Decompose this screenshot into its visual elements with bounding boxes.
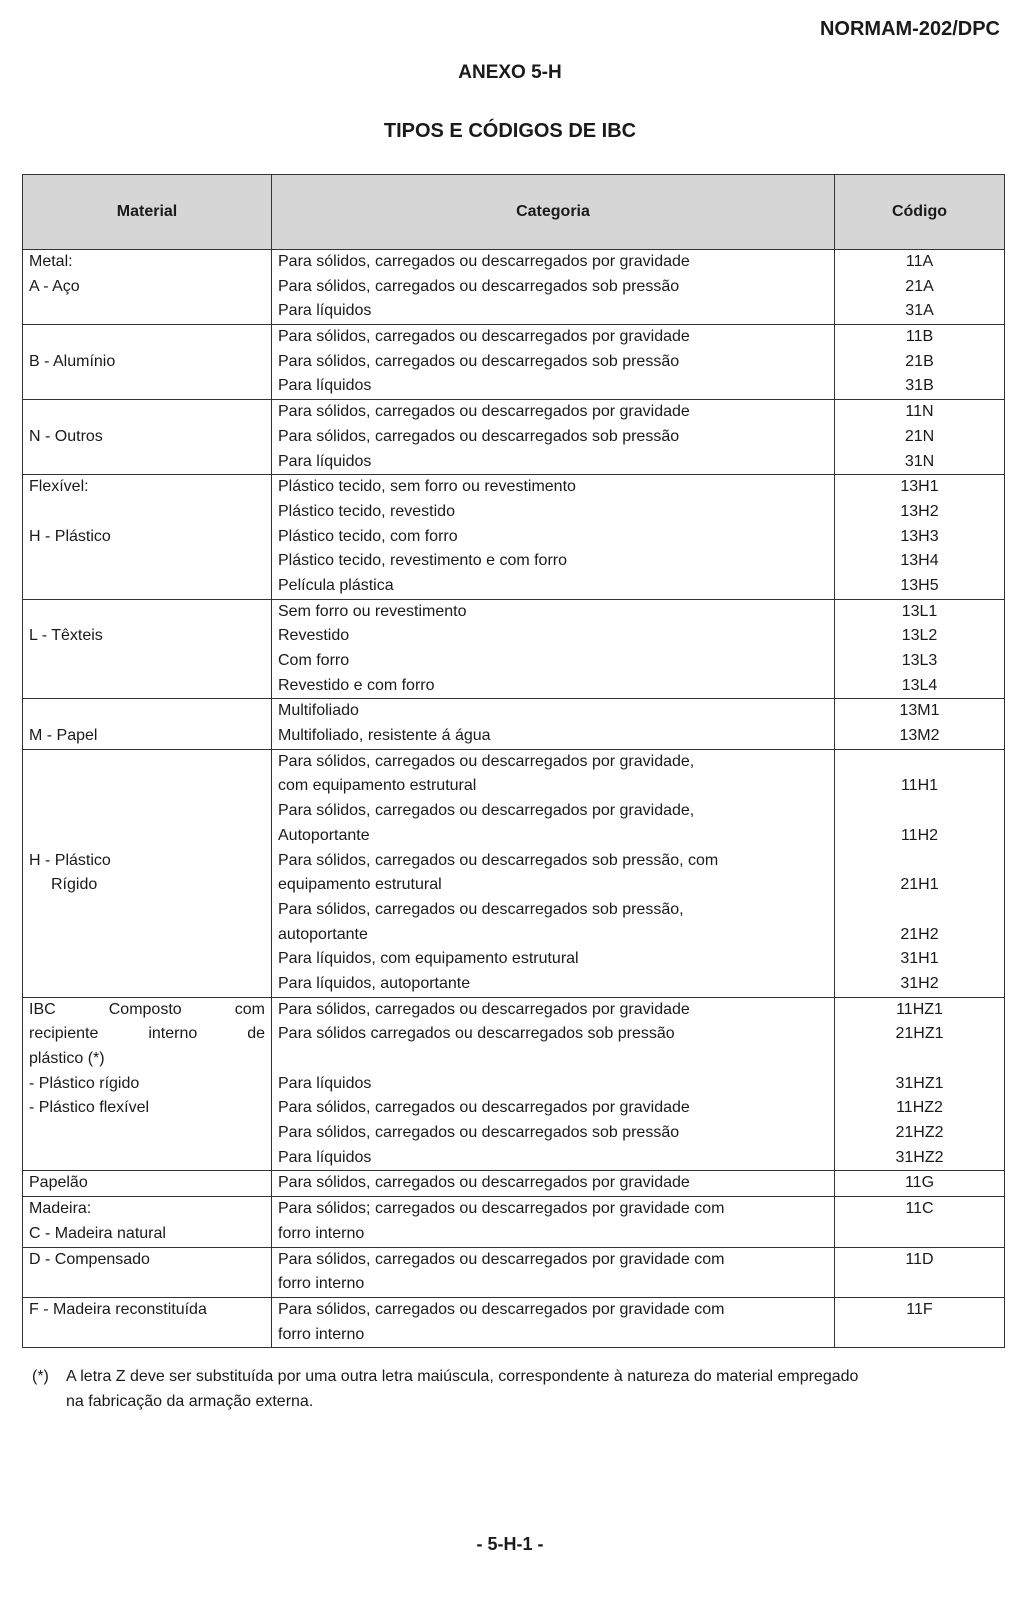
material-cell [23,1247,272,1297]
codigo-line: 13H4 [900,552,939,570]
codigo-cell [835,599,1005,699]
table-header-row [23,175,1005,250]
table-row [23,325,1005,400]
categoria-line: Para sólidos, carregados ou descarregados sob pressão [278,277,680,295]
table-row [23,475,1005,599]
material-line: D - Compensado [29,1250,150,1268]
table-body [23,250,1005,1348]
material-line [29,374,265,399]
material-line: H - Plástico [29,851,111,869]
codigo-line: 13H1 [900,478,939,496]
categoria-line: forro interno [278,1275,365,1293]
page-number: - 5-H-1 - [476,1534,544,1554]
material-cell [23,475,272,599]
codigo-line [841,1323,998,1348]
codigo-cell [835,749,1005,997]
table-row [23,1197,1005,1247]
categoria-cell [272,599,835,699]
categoria-line: Sem forro ou revestimento [278,602,467,620]
material-line [29,1022,265,1047]
categoria-cell [272,250,835,325]
codigo-line: 21HZ2 [895,1124,944,1142]
categoria-line: autoportante [278,925,368,943]
material-line: L - Têxteis [29,627,103,645]
codigo-line: 21H2 [900,925,939,943]
material-line: - Plástico flexível [29,1099,150,1117]
codigo-line: 13H5 [900,576,939,594]
table-row [23,599,1005,699]
categoria-line: Para sólidos carregados ou descarregados sob pressão [278,1025,675,1043]
codigo-line: 21HZ1 [895,1025,944,1043]
material-cell [23,400,272,475]
categoria-line: Com forro [278,652,350,669]
codigo-line [841,799,998,824]
codigo-line [841,898,998,923]
categoria-line: Película plástica [278,576,394,594]
codigo-line: 13M2 [899,727,940,745]
material-word: recipiente [29,1025,99,1043]
categoria-cell [272,997,835,1171]
material-line [29,600,265,625]
categoria-line: Para sólidos, carregados ou descarregados por gravidade, [278,752,695,770]
header-material: Material [23,175,272,250]
categoria-line: Para sólidos, carregados ou descarregados por gravidade [278,403,690,421]
codigo-line: 13L3 [901,652,938,669]
material-line [29,774,265,799]
categoria-line: Para sólidos, carregados ou descarregados por gravidade [278,1099,690,1117]
codigo-line: 31A [905,302,934,320]
codigo-line: 11B [905,328,934,346]
codigo-line: 31H2 [900,974,939,992]
material-line [29,1272,265,1297]
material-line: - Plástico rígido [29,1074,140,1092]
material-line [29,824,265,849]
categoria-line: Plástico tecido, revestimento e com forro [278,552,568,570]
material-line [29,299,265,324]
table-row [23,997,1005,1171]
categoria-line: Para líquidos, autoportante [278,974,471,992]
categoria-line: Revestido [278,627,350,645]
material-line: M - Papel [29,727,98,745]
material-line: Papelão [29,1174,88,1192]
table-row [23,699,1005,749]
codigo-cell [835,325,1005,400]
codigo-line: 11H2 [900,826,939,844]
categoria-line [278,1047,828,1072]
header-categoria: Categoria [272,175,835,250]
material-line: Rígido [51,876,98,894]
categoria-cell [272,325,835,400]
material-cell [23,1297,272,1347]
categoria-line: com equipamento estrutural [278,777,477,795]
codigo-line: 11H1 [900,777,939,795]
material-word: Composto [108,1000,182,1018]
material-cell [23,325,272,400]
material-word: interno [148,1025,198,1043]
table-row [23,1247,1005,1297]
categoria-cell [272,1297,835,1347]
codigo-line: 11HZ1 [896,1000,943,1018]
categoria-cell [272,1247,835,1297]
material-cell [23,997,272,1171]
categoria-line: Para líquidos [278,1074,372,1092]
material-line [29,450,265,475]
codigo-line: 13H2 [900,502,939,520]
codigo-line: 21B [905,352,934,370]
categoria-line: Plástico tecido, revestido [278,502,455,520]
material-line [29,699,265,724]
material-line [29,500,265,525]
material-line: Flexível: [29,478,89,496]
codigo-line: 11HZ2 [896,1099,943,1117]
codigo-cell [835,1247,1005,1297]
material-line [29,400,265,425]
material-word: de [247,1025,265,1043]
categoria-line: equipamento estrutural [278,876,442,894]
material-word: IBC [29,1000,56,1018]
material-line: Madeira: [29,1200,92,1218]
categoria-line: Para sólidos, carregados ou descarregados por gravidade [278,253,690,270]
table-row [23,749,1005,997]
codigo-line: 31N [904,452,935,470]
codigo-cell [835,997,1005,1171]
categoria-line: Para sólidos, carregados ou descarregados sob pressão [278,352,680,370]
categoria-line: Plástico tecido, sem forro ou revestimento [278,478,576,496]
categoria-line: Para sólidos, carregados ou descarregados por gravidade com [278,1250,725,1268]
material-line: A - Aço [29,277,80,295]
categoria-line: Para sólidos, carregados ou descarregados sob pressão [278,1124,680,1142]
material-line [29,923,265,948]
material-cell [23,1197,272,1247]
categoria-line: Para sólidos, carregados ou descarregados por gravidade, [278,802,695,820]
codigo-line: 31B [905,377,934,395]
table-row [23,1171,1005,1197]
codigo-line: 31HZ1 [895,1074,944,1092]
codigo-cell [835,400,1005,475]
categoria-line: forro interno [278,1325,365,1343]
material-line [29,549,265,574]
codigo-line: 11F [906,1300,933,1318]
categoria-line: Para sólidos, carregados ou descarregados por gravidade com [278,1300,725,1318]
material-line: Metal: [29,253,73,270]
categoria-cell [272,1197,835,1247]
codigo-line: 11G [904,1174,935,1192]
material-cell [23,599,272,699]
material-cell [23,1171,272,1197]
categoria-line: Para líquidos, com equipamento estrutural [278,950,579,968]
categoria-line: Revestido e com forro [278,676,435,694]
categoria-line: Para sólidos, carregados ou descarregados sob pressão, com [278,851,719,869]
codigo-line: 11D [905,1250,934,1268]
material-line [29,325,265,350]
material-line: N - Outros [29,427,103,445]
material-line [29,1121,265,1146]
material-line: H - Plástico [29,527,111,545]
codigo-cell [835,1171,1005,1197]
codigo-line [841,1272,998,1297]
codigo-cell [835,475,1005,599]
table-row [23,400,1005,475]
material-line [29,574,265,599]
material-line: C - Madeira natural [29,1224,166,1242]
codigo-cell [835,1197,1005,1247]
material-line [29,750,265,775]
codigo-line: 13L1 [901,602,938,620]
codigo-line: 13M1 [899,702,940,720]
categoria-cell [272,1171,835,1197]
codigo-line: 11C [905,1200,934,1218]
header-codigo: Código [835,175,1005,250]
material-line [29,649,265,674]
codigo-line [841,1222,998,1247]
material-line: B - Alumínio [29,352,116,370]
material-cell [23,699,272,749]
material-line [29,799,265,824]
codigo-line: 13H3 [900,527,939,545]
codigo-line: 11A [905,253,934,270]
ibc-codes-table [22,174,1005,1348]
codigo-line: 13L2 [901,627,938,645]
material-cell [23,749,272,997]
categoria-cell [272,749,835,997]
categoria-line: Para sólidos, carregados ou descarregados por gravidade [278,328,690,346]
categoria-line: Para sólidos, carregados ou descarregados por gravidade [278,1174,690,1192]
categoria-line: Multifoliado, resistente á água [278,727,491,745]
material-word: com [234,1000,265,1018]
table-row [23,1297,1005,1347]
categoria-line: Para sólidos, carregados ou descarregados por gravidade [278,1000,690,1018]
categoria-line: Para líquidos [278,1148,372,1166]
footnote [32,1364,992,1414]
categoria-line: Para sólidos, carregados ou descarregados sob pressão, [278,900,684,918]
material-line [29,674,265,699]
codigo-line: 21N [904,427,935,445]
categoria-line: Plástico tecido, com forro [278,527,458,545]
codigo-cell [835,250,1005,325]
categoria-cell [272,400,835,475]
material-line [29,998,265,1023]
categoria-line: Para sólidos, carregados ou descarregados sob pressão [278,427,680,445]
codigo-line: 21A [905,277,934,295]
codigo-line: 13L4 [901,676,938,694]
categoria-line: Autoportante [278,826,370,844]
footnote-line-2: na fabricação da armação externa. [66,1393,314,1410]
codigo-line: 21H1 [900,876,939,894]
categoria-line: forro interno [278,1224,365,1242]
footnote-line-1: A letra Z deve ser substituída por uma outra letra maiúscula, correspondente à natureza do material empregado [66,1368,859,1385]
codigo-line: 11N [905,403,934,421]
codigo-line [841,849,998,874]
categoria-line: Para líquidos [278,302,372,320]
material-line [29,1323,265,1348]
categoria-line: Para sólidos; carregados ou descarregados por gravidade com [278,1200,725,1218]
codigo-cell [835,699,1005,749]
footnote-marker: (*) [32,1368,49,1385]
codigo-cell [835,1297,1005,1347]
categoria-cell [272,475,835,599]
material-line [29,972,265,997]
material-line: plástico (*) [29,1050,105,1067]
material-line [29,898,265,923]
annex-title: ANEXO 5-H [458,62,562,83]
categoria-line: Multifoliado [278,702,359,720]
categoria-cell [272,699,835,749]
table-row [23,250,1005,325]
codigo-line [841,1047,998,1072]
document-code: NORMAM-202/DPC [819,18,1000,40]
material-line [29,947,265,972]
codigo-line: 31HZ2 [895,1148,944,1166]
material-line: F - Madeira reconstituída [29,1300,207,1318]
categoria-line: Para líquidos [278,377,372,395]
page-title: TIPOS E CÓDIGOS DE IBC [383,120,637,142]
categoria-line: Para líquidos [278,452,372,470]
material-cell [23,250,272,325]
codigo-line [841,750,998,775]
codigo-line: 31H1 [900,950,939,968]
